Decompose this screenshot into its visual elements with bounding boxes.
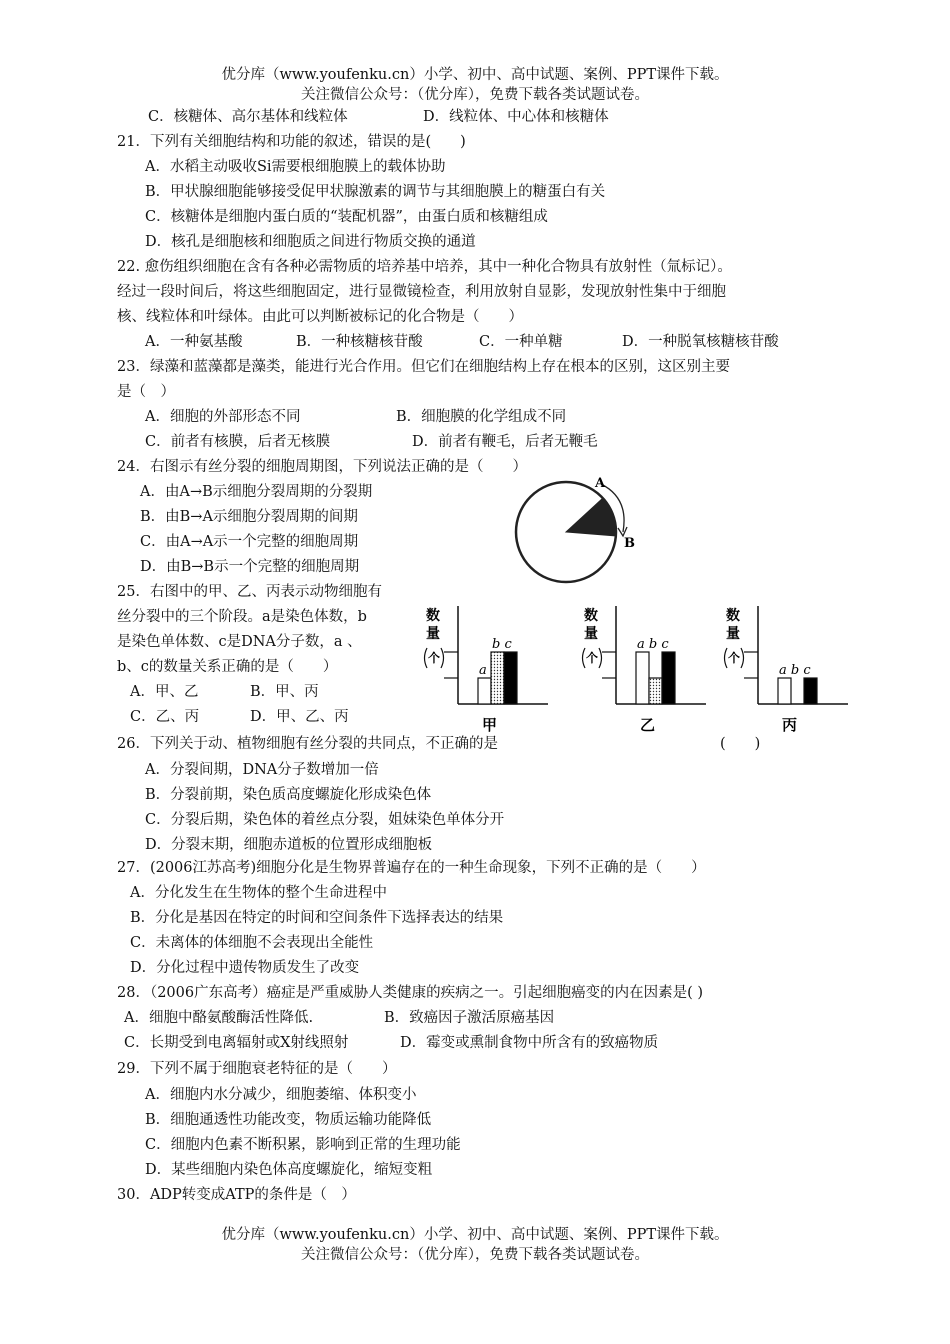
bar-c <box>662 652 675 704</box>
q23-option-b: B．细胞膜的化学组成不同 <box>396 409 567 425</box>
y-label-char: 量 <box>726 626 740 642</box>
q23-line-2: 是（ ） <box>117 384 175 400</box>
bar-b <box>649 678 662 704</box>
q26-option-b: B．分裂前期，染色质高度螺旋化形成染色体 <box>145 787 432 803</box>
q21-option-a: A．水稻主动吸收Si需要根细胞膜上的载体协助 <box>145 159 446 175</box>
bar-label: b c <box>492 637 512 652</box>
q28-option-b: B．致癌因子激活原癌基因 <box>384 1010 555 1026</box>
q22-option-a: A．一种氨基酸 <box>145 334 243 350</box>
cycle-label-b: B <box>624 536 635 551</box>
bar-c <box>504 652 517 704</box>
q27-option-c: C．未离体的体细胞不会表现出全能性 <box>130 935 374 951</box>
bar-label: a b c <box>779 663 811 678</box>
q28-option-d: D．霉变或熏制食物中所含有的致癌物质 <box>400 1035 659 1051</box>
q25-line-3: 是染色单体数、c是DNA分子数，a 、 <box>117 634 362 650</box>
y-label-char: 量 <box>426 626 440 642</box>
q28-option-c: C．长期受到电离辐射或X射线照射 <box>124 1035 349 1051</box>
q27-option-d: D．分化过程中遗传物质发生了改变 <box>130 960 360 976</box>
prev-option-d: D．线粒体、中心体和核糖体 <box>423 109 609 125</box>
q30-stem: 30．ADP转变成ATP的条件是（ ） <box>117 1187 356 1203</box>
bar-a <box>636 652 649 704</box>
q29-option-c: C．细胞内色素不断积累，影响到正常的生理功能 <box>145 1137 461 1153</box>
y-label-char: 数 <box>426 608 440 624</box>
q23-line-1: 23．绿藻和蓝藻都是藻类，能进行光合作用。但它们在细胞结构上存在根本的区别，这区别主要 <box>117 359 730 375</box>
q21-option-d: D．核孔是细胞核和细胞质之间进行物质交换的通道 <box>145 234 476 250</box>
q25-line-4: b、c的数量关系正确的是（ ） <box>117 659 338 675</box>
q24-stem: 24．右图示有丝分裂的细胞周期图，下列说法正确的是（ ） <box>117 459 527 475</box>
q23-option-d: D．前者有鞭毛，后者无鞭毛 <box>412 434 598 450</box>
y-label-char: 数 <box>726 608 740 624</box>
q22-line-2: 经过一段时间后，将这些细胞固定，进行显微镜检查，利用放射自显影，发现放射性集中于细胞 <box>117 284 726 300</box>
q29-stem: 29．下列不属于细胞衰老特征的是（ ） <box>117 1061 397 1077</box>
q21-stem: 21．下列有关细胞结构和功能的叙述，错误的是( ) <box>117 134 466 150</box>
cycle-label-a: A <box>595 476 606 491</box>
q25-option-d: D．甲、乙、丙 <box>250 709 349 725</box>
chromosome-bar-charts <box>418 600 858 740</box>
q22-line-3: 核、线粒体和叶绿体。由此可以判断被标记的化合物是（ ） <box>117 309 523 325</box>
q25-option-c: C．乙、丙 <box>130 709 200 725</box>
q29-option-d: D．某些细胞内染色体高度螺旋化，缩短变粗 <box>145 1162 433 1178</box>
bar-a <box>778 678 791 704</box>
q28-stem: 28．（2006广东高考）癌症是严重威胁人类健康的疾病之一。引起细胞癌变的内在因素是( ) <box>117 985 704 1001</box>
bar-a <box>478 678 491 704</box>
q26-option-c: C．分裂后期，染色体的着丝点分裂，姐妹染色单体分开 <box>145 812 505 828</box>
q21-option-c: C．核糖体是细胞内蛋白质的“装配机器”，由蛋白质和核糖组成 <box>145 209 548 225</box>
y-label-char: 个 <box>428 651 441 665</box>
q21-option-b: B．甲状腺细胞能够接受促甲状腺激素的调节与其细胞膜上的糖蛋白有关 <box>145 184 606 200</box>
q25-line-1: 25．右图中的甲、乙、丙表示动物细胞有 <box>117 584 382 600</box>
bar-b <box>491 652 504 704</box>
cell-cycle-figure <box>505 470 645 595</box>
bar-label: a b c <box>637 637 669 652</box>
q26-paren: ( ) <box>720 736 761 752</box>
y-label-char: 数 <box>584 608 598 624</box>
q24-option-a: A．由A→B示细胞分裂周期的分裂期 <box>140 484 373 500</box>
q22-option-d: D．一种脱氧核糖核苷酸 <box>622 334 779 350</box>
q25-line-2: 丝分裂中的三个阶段。a是染色体数，b <box>117 609 367 625</box>
q29-option-b: B．细胞通透性功能改变，物质运输功能降低 <box>145 1112 432 1128</box>
q24-option-d: D．由B→B示一个完整的细胞周期 <box>140 559 360 575</box>
q23-option-c: C．前者有核膜，后者无核膜 <box>145 434 331 450</box>
y-label-char: 个 <box>586 651 599 665</box>
q26-stem: 26．下列关于动、植物细胞有丝分裂的共同点，不正确的是 <box>117 736 498 752</box>
bar-c <box>804 678 817 704</box>
q25-option-b: B．甲、丙 <box>250 684 319 700</box>
y-label-char: 个 <box>728 651 741 665</box>
chart-title: 丙 <box>782 716 798 734</box>
y-label-char: 量 <box>584 626 598 642</box>
q22-option-b: B．一种核糖核苷酸 <box>296 334 423 350</box>
q28-option-a: A．细胞中酪氨酸酶活性降低. <box>124 1010 314 1026</box>
header-line-1: 优分库（www.youfenku.cn）小学、初中、高中试题、案例、PPT课件下载。 <box>221 67 729 83</box>
q26-option-a: A．分裂间期，DNA分子数增加一倍 <box>145 762 379 778</box>
chart-title: 乙 <box>640 716 656 734</box>
q24-option-c: C．由A→A示一个完整的细胞周期 <box>140 534 359 550</box>
q27-option-a: A．分化发生在生物体的整个生命进程中 <box>130 885 387 901</box>
q27-option-b: B．分化是基因在特定的时间和空间条件下选择表达的结果 <box>130 910 504 926</box>
footer-line-1: 优分库（www.youfenku.cn）小学、初中、高中试题、案例、PPT课件下载。 <box>221 1227 729 1243</box>
footer-line-2: 关注微信公众号：（优分库），免费下载各类试题试卷。 <box>301 1247 649 1263</box>
chart-title: 甲 <box>482 716 498 734</box>
q22-option-c: C．一种单糖 <box>479 334 563 350</box>
q23-option-a: A．细胞的外部形态不同 <box>145 409 301 425</box>
q26-option-d: D．分裂末期，细胞赤道板的位置形成细胞板 <box>145 837 433 853</box>
bar-label: a <box>479 663 487 678</box>
q29-option-a: A．细胞内水分减少，细胞萎缩、体积变小 <box>145 1087 417 1103</box>
q22-line-1: 22. 愈伤组织细胞在含有各种必需物质的培养基中培养，其中一种化合物具有放射性（氚标记）。 <box>117 259 732 275</box>
prev-option-c: C．核糖体、高尔基体和线粒体 <box>148 109 348 125</box>
q25-option-a: A．甲、乙 <box>130 684 199 700</box>
q27-stem: 27．(2006江苏高考)细胞分化是生物界普遍存在的一种生命现象，下列不正确的是（ ） <box>117 860 706 876</box>
header-line-2: 关注微信公众号：（优分库），免费下载各类试题试卷。 <box>301 87 649 103</box>
q24-option-b: B．由B→A示细胞分裂周期的间期 <box>140 509 358 525</box>
